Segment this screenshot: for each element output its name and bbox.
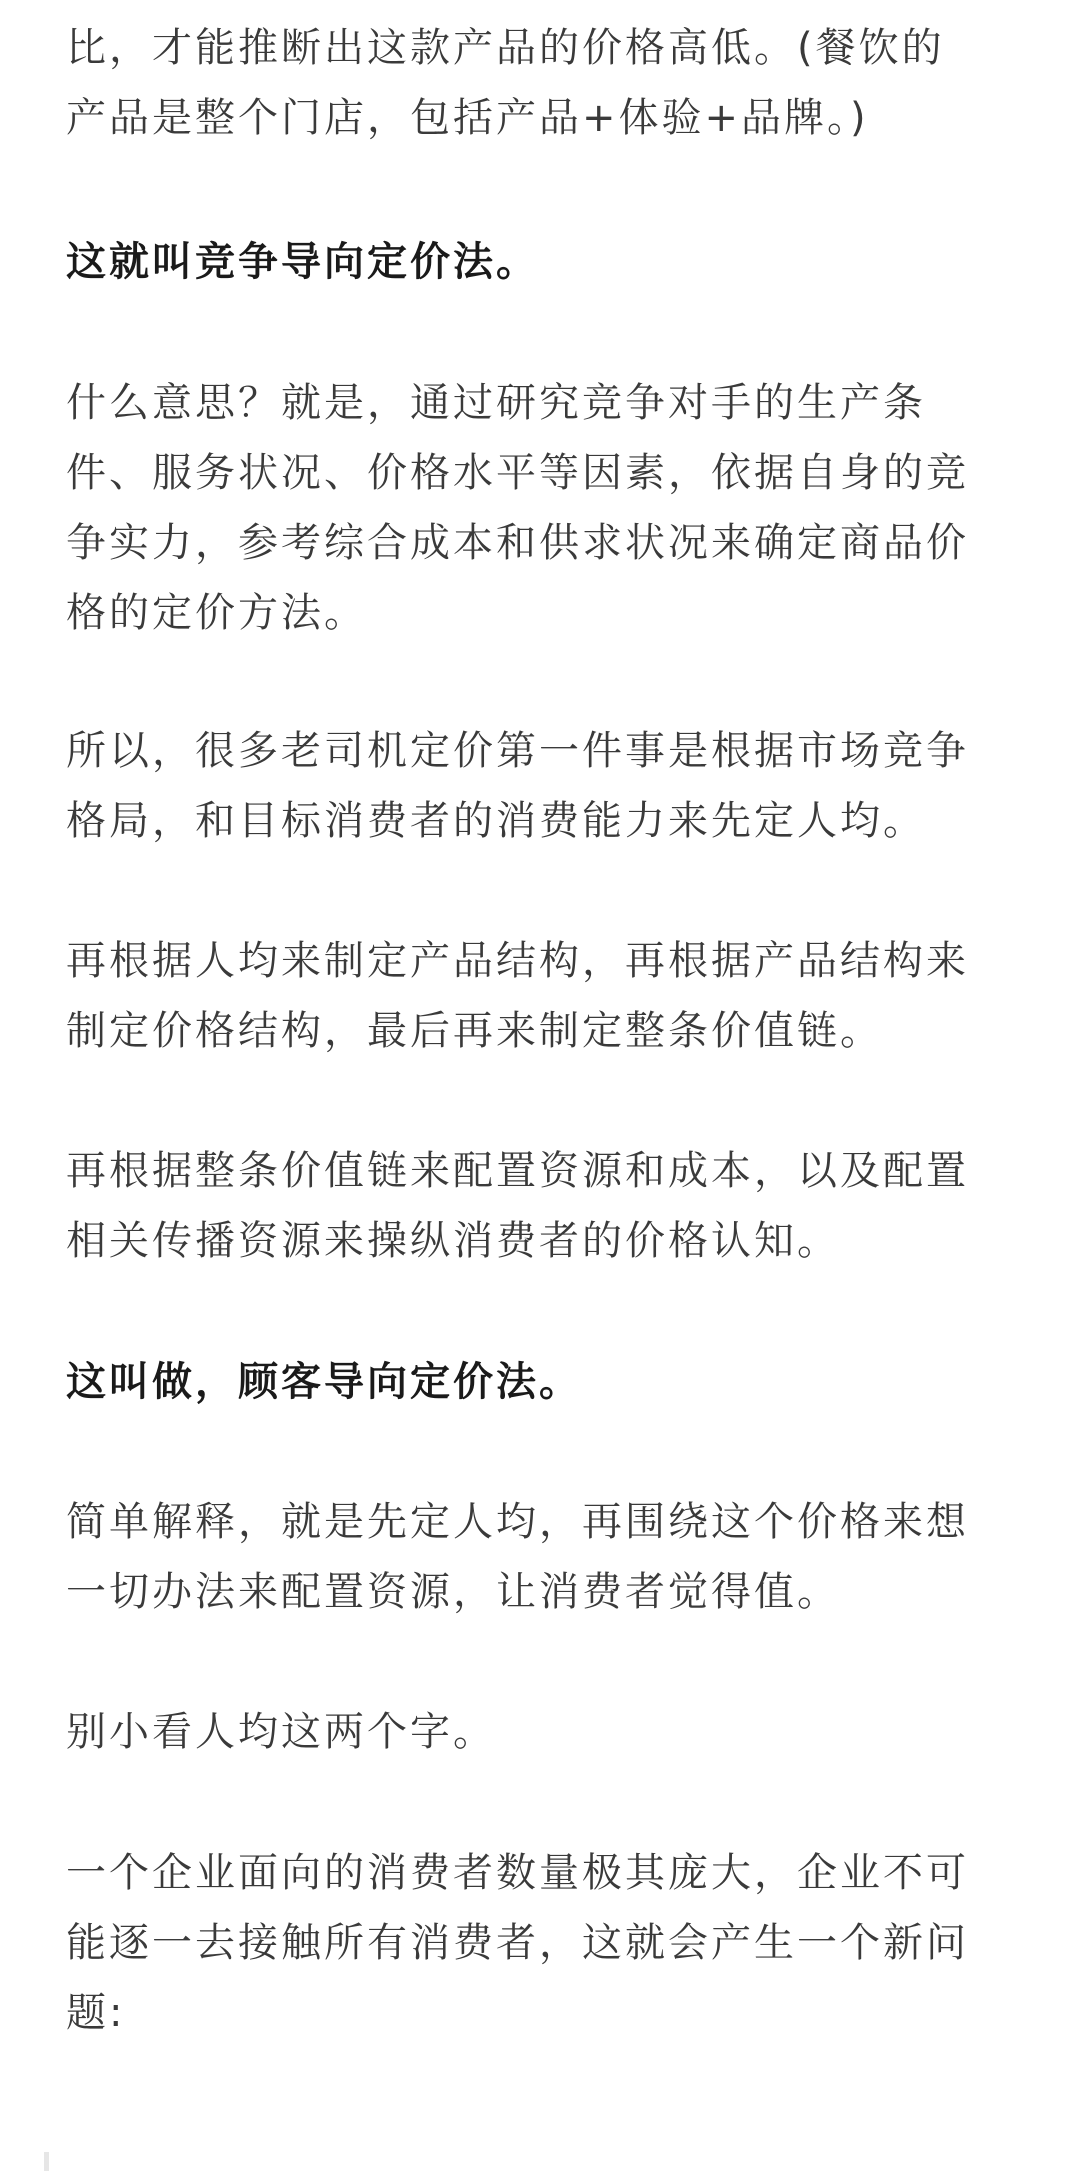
quote-edge-mark — [44, 2152, 49, 2171]
text-line: 比，才能推断出这款产品的价格高低。(餐饮的 — [66, 25, 945, 71]
text-line: 件、服务状况、价格水平等因素，依据自身的竞 — [66, 450, 969, 496]
paragraph-product-comparison — [66, 13, 1026, 153]
paragraph-per-capita-first — [66, 716, 1026, 856]
text-line: 题: — [66, 1990, 126, 2036]
heading-competition-pricing — [66, 227, 1026, 297]
text-line: 所以，很多老司机定价第一件事是根据市场竞争 — [66, 728, 969, 774]
text-line: 相关传播资源来操纵消费者的价格认知。 — [66, 1218, 840, 1264]
text-line: 一个企业面向的消费者数量极其庞大，企业不可 — [66, 1850, 969, 1896]
text-line: 一切办法来配置资源，让消费者觉得值。 — [66, 1569, 840, 1615]
paragraph-definition — [66, 368, 1026, 648]
paragraph-new-problem — [66, 1838, 1026, 2048]
text-line: 格的定价方法。 — [66, 590, 367, 636]
text-line: 别小看人均这两个字。 — [66, 1709, 496, 1755]
text-line: 制定价格结构，最后再来制定整条价值链。 — [66, 1008, 883, 1054]
text-line: 这叫做，顾客导向定价法。 — [66, 1359, 582, 1405]
paragraph-product-structure — [66, 926, 1026, 1066]
text-line: 这就叫竞争导向定价法。 — [66, 239, 539, 285]
paragraph-per-capita-note — [66, 1697, 1026, 1767]
text-line: 简单解释，就是先定人均，再围绕这个价格来想 — [66, 1499, 969, 1545]
text-line: 产品是整个门店，包括产品+体验+品牌。) — [66, 95, 869, 141]
heading-customer-pricing — [66, 1347, 1026, 1417]
text-line: 再根据整条价值链来配置资源和成本，以及配置 — [66, 1148, 969, 1194]
paragraph-simple-explanation — [66, 1487, 1026, 1627]
text-line: 格局，和目标消费者的消费能力来先定人均。 — [66, 798, 926, 844]
paragraph-value-chain — [66, 1136, 1026, 1276]
text-line: 什么意思？就是，通过研究竞争对手的生产条 — [66, 380, 926, 426]
text-line: 能逐一去接触所有消费者，这就会产生一个新问 — [66, 1920, 969, 1966]
text-line: 再根据人均来制定产品结构，再根据产品结构来 — [66, 938, 969, 984]
text-line: 争实力，参考综合成本和供求状况来确定商品价 — [66, 520, 969, 566]
